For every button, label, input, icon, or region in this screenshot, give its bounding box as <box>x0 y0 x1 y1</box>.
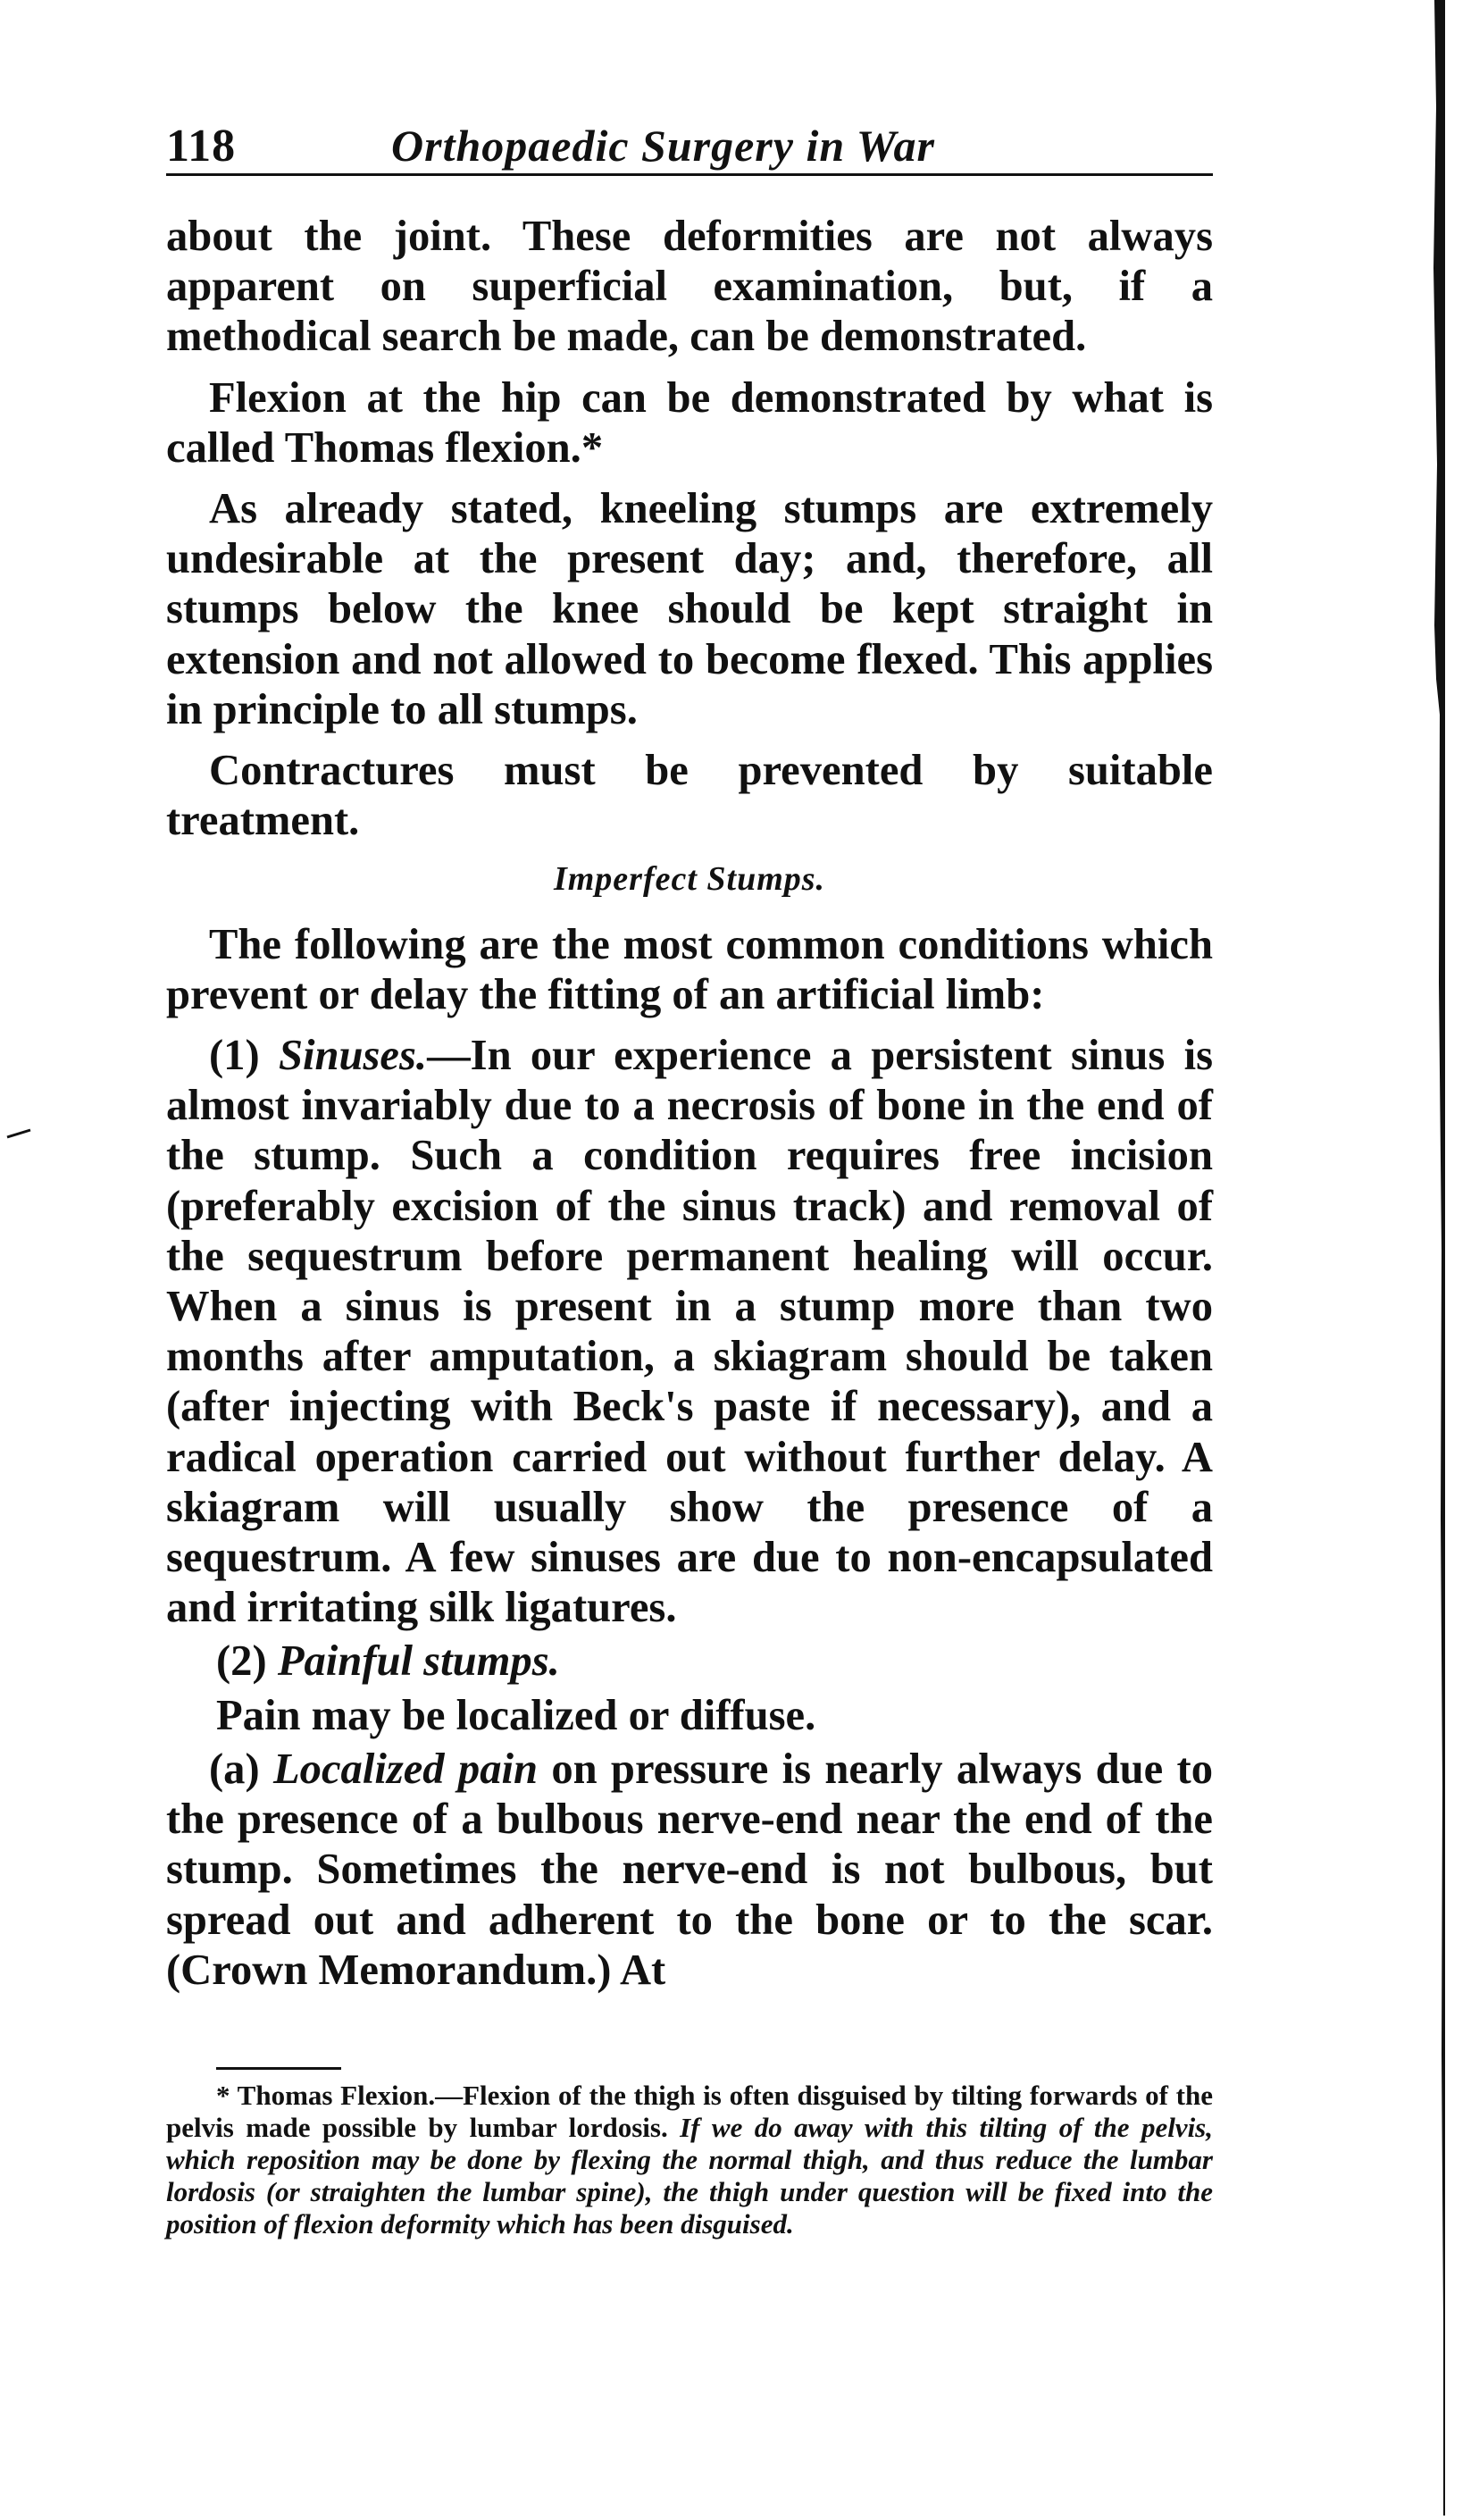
paragraph-pain-localized: Pain may be localized or diffuse. <box>216 1690 816 1739</box>
page-number: 118 <box>166 121 237 172</box>
footnote-text-a: —Flexion of the thigh is often disguised by tilting forwards of the pelvis made possible by lumbar lordosis. <box>166 2080 1214 2143</box>
running-title: Orthopaedic Surgery in War <box>391 121 935 171</box>
paragraph-3: As already stated, kneeling stumps are extremely undesirable at the present day; and, therefore, all stumps below the knee should be kept straight in extension and not allowed to become flexed. This applies in principle to all stumps. <box>166 484 1213 733</box>
paragraph-painful-stumps <box>166 1636 1213 1686</box>
footnote <box>166 2080 1213 2240</box>
section-subheading: Imperfect Stumps. <box>553 860 826 899</box>
paragraph-5: The following are the most common conditions which prevent or delay the fitting of an artificial limb: <box>166 919 1213 1018</box>
footnote-divider <box>216 2067 341 2070</box>
item-number: (a) <box>209 1744 273 1793</box>
footnote-term: * Thomas Flexion. <box>216 2080 436 2111</box>
item-text: —In our experience a persistent sinus is almost invariably due to a necrosis of bone in the end of the stump. Such a condition requires free incision (preferably excision of the sinus track) and removal of the sequestrum before permanent healing will occur. When a sinus is present in a stump more than two months after amputation, a skiagram should be taken (after injecting with Beck's paste if necessary), and a radical operation carried out without further delay. A skiagram will usually show the presence of a sequestrum. A few sinuses are due to non-encapsulated and irritating silk ligatures. <box>166 1031 1214 1632</box>
footnote-text-b: If we do away with this tilting of the pelvis, which reposition may be done by flexing the normal thigh, and thus reduce the lumbar lordosis (or straighten the lumbar spine), the thigh under question will be fixed into the position of flexion deformity which has been disguised. <box>166 2112 1213 2240</box>
item-term: Painful stumps. <box>277 1637 560 1686</box>
item-number: (2) <box>216 1637 278 1686</box>
item-number: (1) <box>209 1031 279 1080</box>
paragraph-localized-pain <box>166 1744 1213 1995</box>
body-text <box>166 211 1213 1995</box>
item-term: Localized pain <box>272 1744 539 1793</box>
margin-tick-mark <box>5 1127 32 1138</box>
paragraph-2: Flexion at the hip can be demonstrated by what is called Thomas flexion.* <box>166 373 1213 472</box>
item-text: on pressure is nearly always due to the presence of a bulbous nerve-end near the end of the stump. Sometimes the nerve-end is not bulbous, but spread out and adherent to the bone or to the scar. (Crown Memorandum.) At <box>166 1744 1213 1994</box>
paragraph-4: Contractures must be prevented by suitable treatment. <box>166 746 1213 845</box>
paragraph-sinuses <box>166 1030 1213 1632</box>
item-term: Sinuses. <box>278 1031 428 1080</box>
page-edge-shadow <box>1425 0 1445 2516</box>
paragraph-1: about the joint. These deformities are not always apparent on superficial examination, but, if a methodical search be made, can be demonstrated. <box>166 212 1213 361</box>
page-header <box>166 116 1213 176</box>
